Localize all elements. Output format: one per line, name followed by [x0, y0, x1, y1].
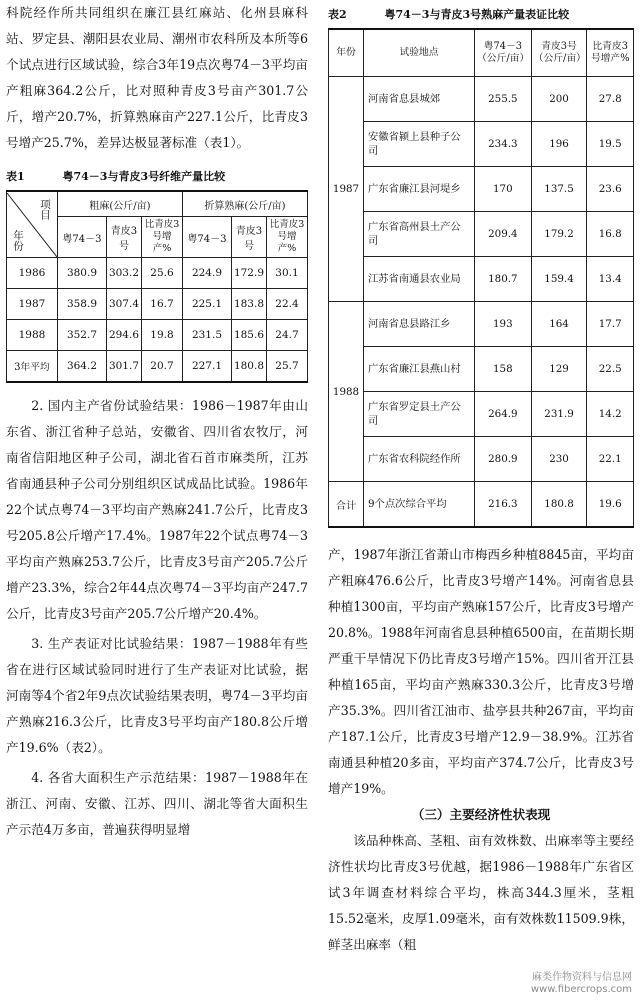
table1-cell: 19.8 [142, 320, 183, 351]
table1-col-c: 比青皮3号增产% [142, 217, 183, 258]
table2-header-b: 青皮3号（公斤/亩） [531, 29, 587, 77]
table-row [329, 437, 634, 482]
table1-year: 3年平均 [7, 351, 58, 383]
table2-cell: 179.2 [531, 212, 587, 257]
paragraph-traits: 该品种株高、茎粗、亩有效株数、出麻率等主要经济性状均比青皮3号优越，据1986－1988年广东省区试3年调查材料综合平均，株高344.3厘米，茎粗15.52毫米，皮厚1.09毫米，亩有效株数11509.9株，鲜茎出麻率（粗 [328, 833, 634, 952]
table1-cell: 180.8 [231, 351, 266, 383]
watermark-line-1: 麻类作物资料与信息网 [532, 972, 632, 983]
table2-cell: 230 [531, 437, 587, 482]
table1-cell: 30.1 [267, 258, 308, 289]
left-column [6, 0, 308, 843]
table2-cell: 16.8 [587, 212, 634, 257]
table2-cell: 200 [531, 77, 587, 122]
table2-cell: 234.3 [475, 122, 532, 167]
table1-corner [7, 191, 58, 258]
table1-cell: 183.8 [231, 289, 266, 320]
table2-location: 广东省廉江县燕山村 [364, 347, 475, 392]
table2-cell: 231.9 [531, 392, 587, 437]
table1-cell: 22.4 [267, 289, 308, 320]
table2-location: 安徽省颍上县种子公司 [364, 122, 475, 167]
table-row [7, 258, 308, 289]
table1-cell: 224.9 [183, 258, 232, 289]
table-row [329, 212, 634, 257]
table2-location: 江苏省南通县农业局 [364, 257, 475, 302]
table2-location: 广东省高州县土产公司 [364, 212, 475, 257]
table1-year: 1987 [7, 289, 58, 320]
table2-cell: 27.8 [587, 77, 634, 122]
table-row [329, 77, 634, 122]
table1-cell: 303.2 [106, 258, 141, 289]
table2-cell: 17.7 [587, 302, 634, 347]
table1-col-b2: 青皮3号 [231, 217, 266, 258]
table2-cell: 19.5 [587, 122, 634, 167]
table1-year: 1986 [7, 258, 58, 289]
table1-title: 粤74－3与青皮3号纤维产量比较 [62, 170, 226, 183]
table2-caption [328, 6, 634, 22]
table2-cell: 170 [475, 167, 532, 212]
table2-year: 1987 [329, 77, 364, 302]
table2-cell: 193 [475, 302, 532, 347]
table1-cell: 294.6 [106, 320, 141, 351]
table2-cell: 209.4 [475, 212, 532, 257]
table2-cell: 13.4 [587, 257, 634, 302]
table-row [329, 257, 634, 302]
table1-group-raw: 粗麻(公斤/亩) [58, 191, 183, 217]
table-row [329, 302, 634, 347]
table1-col-a: 粤74－3 [58, 217, 107, 258]
table2-location: 9个点次综合平均 [364, 482, 475, 528]
table-row [7, 289, 308, 320]
table1-cell: 25.7 [267, 351, 308, 383]
watermark [531, 972, 632, 996]
table-row [329, 167, 634, 212]
table2-cell: 137.5 [531, 167, 587, 212]
table-row [329, 482, 634, 528]
table2-cell: 164 [531, 302, 587, 347]
table2-cell: 180.8 [531, 482, 587, 528]
table2-cell: 196 [531, 122, 587, 167]
table1-cell: 225.1 [183, 289, 232, 320]
table2-cell: 280.9 [475, 437, 532, 482]
table2-cell: 14.2 [587, 392, 634, 437]
table1-cell: 185.6 [231, 320, 266, 351]
table2-cell: 255.5 [475, 77, 532, 122]
table2-title: 粤74－3与青皮3号熟麻产量表证比较 [384, 8, 570, 21]
table1-cell: 380.9 [58, 258, 107, 289]
table1-cell: 358.9 [58, 289, 107, 320]
table1-cell: 307.4 [106, 289, 141, 320]
table2-location: 河南省息县路江乡 [364, 302, 475, 347]
table1 [6, 190, 308, 383]
table1-col-b: 青皮3号 [106, 217, 141, 258]
table2-location: 河南省息县城郊 [364, 77, 475, 122]
table2-cell: 264.9 [475, 392, 532, 437]
table1-col-c2: 比青皮3号增产% [267, 217, 308, 258]
table2-year: 1988 [329, 302, 364, 482]
table1-group-cooked: 折算熟麻(公斤/亩) [183, 191, 308, 217]
table1-cell: 16.7 [142, 289, 183, 320]
watermark-line-2: www.fibercrops.com [530, 984, 632, 995]
intro-paragraph: 科院经作所共同组织在廉江县红麻站、化州县麻科站、罗定县、潮阳县农业局、潮州市农科所及本所等6个试点进行区域试验，综合3年19点次粤74－3平均亩产粗麻364.2公斤，比对照种青皮3号亩产301.7公斤，增产20.7%，折算熟麻亩产227.1公斤，比青皮3号增产25.7%，差异达极显著标准（表1）。 [6, 5, 308, 150]
table2-cell: 216.3 [475, 482, 532, 528]
table2-cell: 180.7 [475, 257, 532, 302]
table2-cell: 22.1 [587, 437, 634, 482]
table1-cell: 172.9 [231, 258, 266, 289]
table2-header-a: 粤74－3（公斤/亩） [475, 29, 532, 77]
table1-cell: 20.7 [142, 351, 183, 383]
table-row [7, 320, 308, 351]
table1-year: 1988 [7, 320, 58, 351]
table1-caption [6, 168, 308, 184]
table2-header-c: 比青皮3号增产% [587, 29, 634, 77]
table2-header-year: 年份 [329, 29, 364, 77]
paragraph-continued: 产，1987年浙江省萧山市梅西乡种植8845亩，平均亩产粗麻476.6公斤，比青皮3号增产14%。河南省息县种植1300亩，平均亩产熟麻157公斤，比青皮3号增产20.8%。1988年河南省息县种植6500亩，在苗期长期严重干旱情况下仍比青皮3号增产15%。四川省开江县种植165亩，平均亩产熟麻330.3公斤，比青皮3号增产35.3%。四川省江油市、盐亭县共种267亩，平均亩产187.1公斤，比青皮3号增产12.9－38.9%。江苏省南通县种植20多亩，平均亩产374.7公斤，比青皮3号增产19%。 [328, 547, 634, 796]
table1-col-a2: 粤74－3 [183, 217, 232, 258]
table-row [329, 392, 634, 437]
table2-location: 广东省农科院经作所 [364, 437, 475, 482]
table1-cell: 301.7 [106, 351, 141, 383]
table-row [329, 122, 634, 167]
paragraph-3: 3. 生产表证对比试验结果：1987－1988年有些省在进行区域试验同时进行了生产表证对比试验，据河南等4个省2年9点次试验结果表明，粤74－3平均亩产熟麻216.3公斤，比青皮3号平均亩产180.8公斤增产19.6%（表2）。 [6, 636, 308, 755]
table1-cell: 352.7 [58, 320, 107, 351]
paragraph-4: 4. 各省大面积生产示范结果：1987－1988年在浙江、河南、安徽、江苏、四川、湖北等省大面积生产示范4万多亩，普遍获得明显增 [6, 770, 308, 837]
table2-cell: 158 [475, 347, 532, 392]
table2-cell: 22.5 [587, 347, 634, 392]
right-column [328, 0, 634, 958]
table2-cell: 19.6 [587, 482, 634, 528]
table2-location: 广东省廉江县河堤乡 [364, 167, 475, 212]
table2-year: 合计 [329, 482, 364, 528]
table-row [7, 351, 308, 383]
section-heading: （三）主要经济性状表现 [411, 807, 551, 822]
table-row [329, 347, 634, 392]
table1-cell: 364.2 [58, 351, 107, 383]
table2-header-location: 试验地点 [364, 29, 475, 77]
paragraph-2: 2. 国内主产省份试验结果：1986－1987年由山东省、浙江省种子总站，安徽省、四川省农牧厅，河南省信阳地区种子公司，湖北省石首市麻类所，江苏省南通县种子公司分别组织区试成品比试验。1986年22个试点粤74－3平均亩产熟麻241.7公斤，比青皮3号205.8公斤增产17.4%。1987年22个试点粤74－3平均亩产熟麻253.7公斤，比青皮3号亩产205.7公斤增产23.3%，综合2年44点次粤74－3平均亩产247.7公斤，比青皮3号亩产205.7公斤增产20.4%。 [6, 398, 308, 621]
table1-corner-item: 项目 [39, 198, 51, 220]
table2 [328, 28, 634, 528]
table1-corner-year: 年份 [12, 229, 24, 251]
table2-cell: 129 [531, 347, 587, 392]
table1-number: 表1 [6, 170, 25, 183]
table1-cell: 231.5 [183, 320, 232, 351]
table2-number: 表2 [328, 8, 347, 21]
table1-cell: 227.1 [183, 351, 232, 383]
table2-cell: 23.6 [587, 167, 634, 212]
table1-cell: 24.7 [267, 320, 308, 351]
table1-cell: 25.6 [142, 258, 183, 289]
table2-cell: 159.4 [531, 257, 587, 302]
table2-location: 广东省罗定县土产公司 [364, 392, 475, 437]
